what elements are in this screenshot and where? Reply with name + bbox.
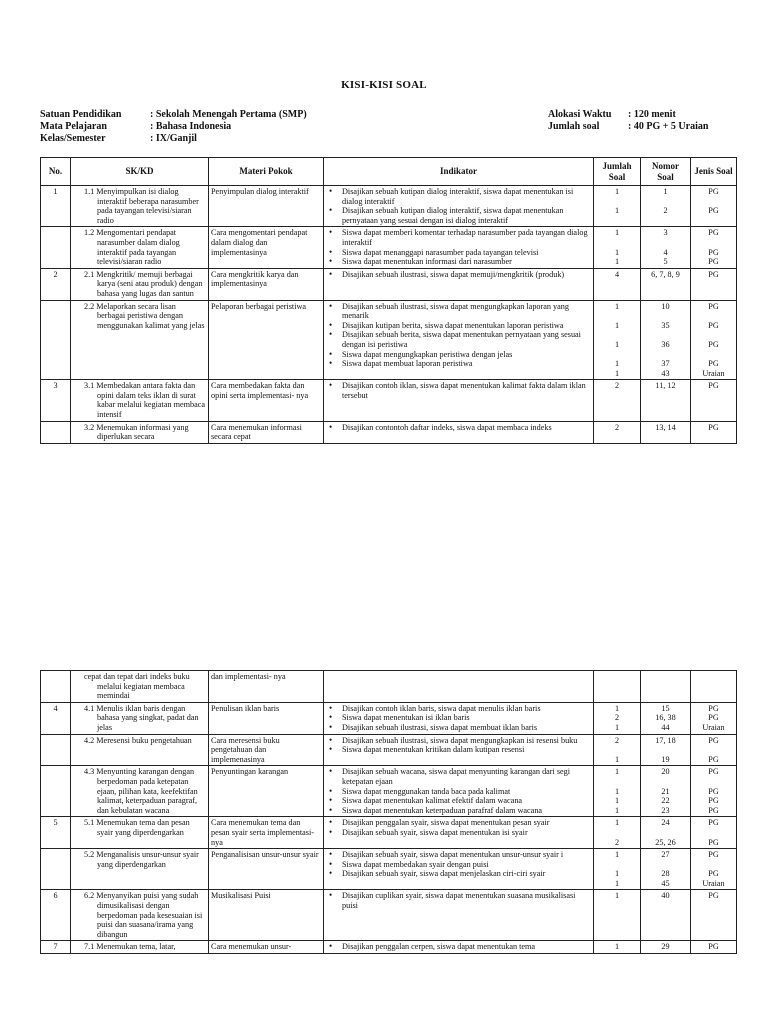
kisi-table-page-2 [40,670,737,954]
cell-skkd: 5.2 Menganalisis unsur-unsur syair yang diperdengarkan [71,849,209,890]
indikator-item: • Siswa dapat menggunakan tanda baca pada kalimat [340,787,591,797]
nomor-value: 40 [661,891,670,901]
jumlah-value [596,777,638,787]
cell-jumlah [594,268,641,300]
cell-materi: Musikalisasi Puisi [209,890,324,941]
nomor-value: 24 [661,818,670,828]
meta-label: Alokasi Waktu [548,109,612,120]
jumlah-value: 1 [614,850,620,860]
indikator-item: • Disajikan penggalan cerpen, siswa dapat menentukan tema [340,942,591,952]
indikator-item: • Disajikan sebuah syair, siswa dapat menentukan isi syair [340,828,591,838]
nomor-value: 10 [661,301,670,311]
indikator-list [326,818,591,837]
cell-jenis [691,941,737,954]
jumlah-value: 1 [614,247,620,257]
jenis-value: PG [708,247,719,257]
jenis-value [693,828,734,838]
header-indikator: Indikator [324,158,594,186]
meta-value: : IX/Ganjil [150,133,197,144]
jumlah-value: 1 [614,754,620,764]
nomor-value [643,860,688,870]
indikator-item: • Disajikan cuplikan syair, siswa dapat menentukan suasana musikalisasi puisi [340,891,591,910]
document-title: KISI-KISI SOAL [341,79,427,91]
jumlah-value [596,330,638,340]
cell-skkd: 5.1 Menemukan tema dan pesan syair yang diperdengarkan [71,817,209,849]
jumlah-value: 1 [614,786,620,796]
cell-nomor [641,766,691,817]
jumlah-value: 1 [614,703,620,713]
nomor-value: 22 [661,796,670,806]
jenis-value: PG [708,767,719,777]
jumlah-value: 1 [614,368,620,378]
indikator-item: • Disajikan sebuah kutipan dialog interaktif, siswa dapat menentukan isi dialog interaktif [340,187,591,206]
meta-value: : Sekolah Menengah Pertama (SMP) [150,109,307,120]
table-row [41,734,737,766]
jumlah-value: 1 [614,891,620,901]
jenis-value: PG [708,187,719,196]
indikator-item: • Disajikan contoh iklan baris, siswa dapat menulis iklan baris [340,704,591,714]
cell-nomor [641,817,691,849]
jenis-value: PG [708,735,719,745]
jenis-value: Uraian [702,722,725,732]
jumlah-value: 1 [614,339,620,349]
jumlah-value [596,828,638,838]
indikator-list [326,228,591,266]
nomor-value [643,238,688,248]
jumlah-value: 2 [614,837,620,847]
cell-skkd: cepat dan tepat dari indeks buku melalui kegiatan membaca memindai [71,671,209,703]
indikator-item: • Disajikan sebuah kutipan dialog interaktif, siswa dapat menentukan pernyataan yang sesuai dengan isi dialog interaktif [340,206,591,225]
nomor-value: 19 [661,754,670,764]
jenis-value: PG [708,786,719,796]
indikator-list [326,891,591,910]
cell-materi: Cara menemukan unsur- [209,941,324,954]
nomor-value [643,197,688,207]
cell-nomor [641,941,691,954]
cell-jenis [691,268,737,300]
nomor-value: 20 [661,767,670,777]
cell-no: 3 [41,380,71,421]
jenis-value [693,311,734,321]
meta-value: : 120 menit [628,109,676,120]
jenis-value [693,860,734,870]
jumlah-value [596,238,638,248]
cell-jenis [691,300,737,380]
cell-indikator [324,227,594,268]
cell-no: 7 [41,941,71,954]
jumlah-value: 1 [614,796,620,806]
cell-materi: Penulisan iklan baris [209,702,324,734]
cell-materi: Cara mengomentari pendapat dalam dialog dan implementasinya [209,227,324,268]
indikator-list [326,767,591,815]
cell-no [41,766,71,817]
jenis-value: PG [708,754,719,764]
cell-jenis [691,817,737,849]
cell-skkd: 6.2 Menyanyikan puisi yang sudah dimusikalisasi dengan berpedoman pada kesesuaian isi puisi dan suasana/irama yang dibangun [71,890,209,941]
nomor-value [643,745,688,755]
cell-no [41,227,71,268]
jumlah-value [596,350,638,360]
cell-jumlah [594,380,641,421]
jumlah-value: 1 [614,228,620,238]
cell-nomor [641,421,691,443]
indikator-item: • Siswa dapat mengungkapkan peristiwa dengan jelas [340,350,591,360]
jenis-value: PG [708,805,719,815]
indikator-list [326,423,591,433]
nomor-value: 35 [661,320,670,330]
cell-jenis [691,227,737,268]
jenis-value: PG [708,869,719,879]
cell-no [41,421,71,443]
nomor-value: 6, 7, 8, 9 [651,269,680,279]
jenis-value [693,330,734,340]
jumlah-value: 1 [614,187,620,196]
cell-jumlah [594,186,641,227]
cell-jenis [691,671,737,703]
nomor-value: 25, 26 [655,837,676,847]
cell-skkd: 4.2 Meresensi buku pengetahuan [71,734,209,766]
indikator-item: • Siswa dapat menanggapi narasumber pada tayangan televisi [340,248,591,258]
indikator-item: • Disajikan sebuah berita, siswa dapat menentukan pernyataan yang sesuai dengan isi peristiwa [340,330,591,349]
jumlah-value: 1 [614,359,620,369]
table-row [41,941,737,954]
cell-skkd: 7.1 Menemukan tema, latar, [71,941,209,954]
indikator-item: • Disajikan penggalan syair, siswa dapat menentukan pesan syair [340,818,591,828]
nomor-value [643,311,688,321]
cell-jenis [691,734,737,766]
nomor-value: 1 [663,187,668,196]
jenis-value: PG [708,206,719,216]
nomor-value: 5 [663,257,668,267]
jumlah-value: 1 [614,818,620,828]
jenis-value: PG [708,381,719,391]
cell-no [41,849,71,890]
header-no: No. [41,158,71,186]
indikator-item: • Siswa dapat menentukan kalimat efektif dalam wacana [340,796,591,806]
table-row [41,227,737,268]
jenis-value: PG [708,942,719,952]
jenis-value [693,238,734,248]
jenis-value: PG [708,257,719,267]
jenis-value: PG [708,269,719,279]
jenis-value: PG [708,818,719,828]
indikator-item: • Disajikan sebuah ilustrasi, siswa dapat memuji/mengkritik (produk) [340,270,591,280]
cell-jumlah [594,421,641,443]
jumlah-value: 1 [614,257,620,267]
indikator-item: • Disajikan sebuah ilustrasi, siswa dapat mengungkapkan isi resensi buku [340,736,591,746]
meta-right [548,109,708,133]
cell-materi: Penyimpulan dialog interaktif [209,186,324,227]
nomor-value: 28 [661,869,670,879]
header-jenis: Jenis Soal [691,158,737,186]
cell-materi: Cara membedakan fakta dan opini serta implementasi- nya [209,380,324,421]
cell-indikator [324,671,594,703]
indikator-list [326,942,591,952]
cell-jumlah [594,300,641,380]
cell-nomor [641,734,691,766]
header-materi: Materi Pokok [209,158,324,186]
cell-no: 4 [41,702,71,734]
cell-indikator [324,300,594,380]
jumlah-value: 1 [614,301,620,311]
cell-nomor [641,671,691,703]
cell-nomor [641,890,691,941]
header-skkd: SK/KD [71,158,209,186]
jenis-value: PG [708,713,719,723]
nomor-value: 4 [663,247,668,257]
cell-indikator [324,421,594,443]
cell-materi: Penganalisisan unsur-unsur syair [209,849,324,890]
indikator-item: • Disajikan sebuah syair, siswa dapat menjelaskan ciri-ciri syair [340,869,591,879]
kisi-table-page-1 [40,157,737,444]
jenis-value: PG [708,891,719,901]
meta-value: : Bahasa Indonesia [150,121,232,132]
indikator-list [326,736,591,755]
cell-indikator [324,268,594,300]
jenis-value: PG [708,228,719,238]
indikator-item: • Disajikan sebuah ilustrasi, siswa dapat membuat iklan baris [340,723,591,733]
indikator-list [326,850,591,879]
cell-jenis [691,380,737,421]
cell-jenis [691,421,737,443]
cell-skkd: 1.2 Mengomentari pendapat narasumber dalam dialog interaktif pada tayangan televisi/siaran radio [71,227,209,268]
jumlah-value: 1 [614,206,620,216]
cell-jenis [691,766,737,817]
jenis-value: PG [708,422,719,432]
indikator-item: • Siswa dapat membuat laporan peristiwa [340,359,591,369]
indikator-item: • Siswa dapat memberi komentar terhadap narasumber pada tayangan dialog interaktif [340,228,591,247]
cell-indikator [324,186,594,227]
indikator-item: • Disajikan kutipan berita, siswa dapat menentukan laporan peristiwa [340,321,591,331]
indikator-list [326,187,591,225]
cell-materi: Pelaporan berbagai peristiwa [209,300,324,380]
indikator-item: • Disajikan contontoh daftar indeks, siswa dapat membaca indeks [340,423,591,433]
meta-label: Mata Pelajaran [40,121,107,132]
indikator-list [326,381,591,400]
cell-nomor [641,300,691,380]
header-nomor: Nomor Soal [641,158,691,186]
cell-no: 1 [41,186,71,227]
nomor-value: 27 [661,850,670,860]
jumlah-value: 1 [614,767,620,777]
table-row [41,671,737,703]
nomor-value: 21 [661,786,670,796]
cell-jumlah [594,766,641,817]
jenis-value [693,745,734,755]
indikator-item: • Disajikan contoh iklan, siswa dapat menentukan kalimat fakta dalam iklan tersebut [340,381,591,400]
cell-skkd: 2.1 Mengkritik/ memuji berbagai karya (seni atau produk) dengan bahasa yang lugas dan santun [71,268,209,300]
cell-jumlah [594,734,641,766]
nomor-value: 16, 38 [655,713,676,723]
indikator-item: • Disajikan sebuah ilustrasi, siswa dapat mengungkapkan laporan yang menarik [340,302,591,321]
cell-jumlah [594,227,641,268]
table-row [41,268,737,300]
table-row [41,421,737,443]
cell-nomor [641,849,691,890]
cell-jumlah [594,941,641,954]
cell-jenis [691,890,737,941]
indikator-list [326,270,591,280]
cell-indikator [324,817,594,849]
cell-nomor [641,380,691,421]
table-row [41,380,737,421]
cell-materi: Penyuntingan karangan [209,766,324,817]
indikator-item: • Siswa dapat membedakan syair dengan puisi [340,860,591,870]
nomor-value: 43 [661,368,670,378]
cell-indikator [324,849,594,890]
nomor-value: 44 [661,722,670,732]
cell-indikator [324,941,594,954]
jumlah-value: 1 [614,942,620,952]
nomor-value: 17, 18 [655,735,676,745]
cell-materi: Cara mengkritik karya dan implementasinya [209,268,324,300]
cell-nomor [641,702,691,734]
jenis-value [693,197,734,207]
cell-indikator [324,734,594,766]
cell-skkd: 3.2 Menemukan informasi yang diperlukan secara [71,421,209,443]
jumlah-value: 1 [614,878,620,888]
jumlah-value: 2 [614,381,620,391]
jumlah-value: 1 [614,869,620,879]
nomor-value [643,777,688,787]
cell-skkd: 3.1 Membedakan antara fakta dan opini dalam teks iklan di surat kabar melalui kegiatan membaca intensif [71,380,209,421]
indikator-item: • Siswa dapat menentukan isi iklan baris [340,713,591,723]
table-row [41,300,737,380]
cell-jumlah [594,890,641,941]
jumlah-value [596,860,638,870]
jenis-value: PG [708,850,719,860]
jenis-value: PG [708,703,719,713]
cell-no: 2 [41,268,71,300]
jumlah-value [596,745,638,755]
indikator-list [326,302,591,369]
cell-nomor [641,268,691,300]
jenis-value: PG [708,339,719,349]
header-jumlah: Jumlah Soal [594,158,641,186]
cell-jumlah [594,671,641,703]
jumlah-value [596,197,638,207]
table-row [41,849,737,890]
table-row [41,186,737,227]
nomor-value: 36 [661,339,670,349]
table-row [41,817,737,849]
indikator-item: • Siswa dapat menentukan informasi dari narasumber [340,257,591,267]
jenis-value: PG [708,301,719,311]
cell-skkd: 4.3 Menyunting karangan dengan berpedoman pada ketepatan ejaan, pilihan kata, keefektifan kalimat, keterpaduan paragraf, dan kebulatan wacana [71,766,209,817]
nomor-value: 3 [663,228,668,238]
jumlah-value: 2 [614,422,620,432]
nomor-value: 2 [663,206,668,216]
jumlah-value: 4 [614,269,620,279]
cell-no [41,671,71,703]
cell-indikator [324,702,594,734]
cell-indikator [324,890,594,941]
jenis-value: PG [708,320,719,330]
cell-indikator [324,380,594,421]
table-row [41,890,737,941]
nomor-value: 29 [661,942,670,952]
cell-nomor [641,227,691,268]
indikator-list [326,704,591,733]
cell-materi: Cara menemukan informasi secara cepat [209,421,324,443]
cell-no: 6 [41,890,71,941]
cell-materi: Cara menemukan tema dan pesan syair serta implementasi- nya [209,817,324,849]
meta-label: Jumlah soal [548,121,600,132]
meta-left [40,109,307,145]
table-row [41,766,737,817]
cell-jumlah [594,817,641,849]
cell-jenis [691,849,737,890]
jenis-value: Uraian [702,368,725,378]
cell-no: 5 [41,817,71,849]
indikator-item: • Siswa dapat menentukan kritikan dalam kutipan resensi [340,745,591,755]
jenis-value [693,350,734,360]
jenis-value: PG [708,837,719,847]
jumlah-value: 2 [614,735,620,745]
jumlah-value [596,311,638,321]
cell-indikator [324,766,594,817]
cell-jumlah [594,849,641,890]
nomor-value: 23 [661,805,670,815]
document-page-2 [0,648,768,1024]
jenis-value: Uraian [702,878,725,888]
nomor-value: 11, 12 [655,381,676,391]
jumlah-value: 2 [614,713,620,723]
nomor-value: 15 [661,703,670,713]
jenis-value: PG [708,796,719,806]
jenis-value [693,777,734,787]
cell-skkd: 1.1 Menyimpulkan isi dialog interaktif beberapa narasumber pada tayangan televisi/siaran radio [71,186,209,227]
cell-no [41,300,71,380]
jumlah-value: 1 [614,320,620,330]
cell-skkd: 2.2 Melaporkan secara lisan berbagai peristiwa dengan menggunakan kalimat yang jelas [71,300,209,380]
cell-jenis [691,186,737,227]
nomor-value: 37 [661,359,670,369]
cell-no [41,734,71,766]
indikator-item: • Disajikan sebuah wacana, siswa dapat menyunting karangan dari segi ketepatan ejaan [340,767,591,786]
nomor-value: 13, 14 [655,422,676,432]
cell-jumlah [594,702,641,734]
meta-value: : 40 PG + 5 Uraian [628,121,709,132]
cell-skkd: 4.1 Menulis iklan baris dengan bahasa yang singkat, padat dan jelas [71,702,209,734]
indikator-item: • Siswa dapat menentukan keterpaduan parafraf dalam wacana [340,806,591,816]
nomor-value [643,828,688,838]
table-row [41,702,737,734]
jenis-value: PG [708,359,719,369]
meta-label: Kelas/Semester [40,133,106,144]
nomor-value [643,330,688,340]
jumlah-value: 1 [614,722,620,732]
nomor-value [643,350,688,360]
cell-materi: dan implementasi- nya [209,671,324,703]
cell-nomor [641,186,691,227]
cell-jenis [691,702,737,734]
cell-materi: Cara meresensi buku pengetahuan dan implemenasinya [209,734,324,766]
meta-label: Satuan Pendidikan [40,109,122,120]
jumlah-value: 1 [614,805,620,815]
indikator-item: • Disajikan sebuah syair, siswa dapat menentukan unsur-unsur syair i [340,850,591,860]
nomor-value: 45 [661,878,670,888]
